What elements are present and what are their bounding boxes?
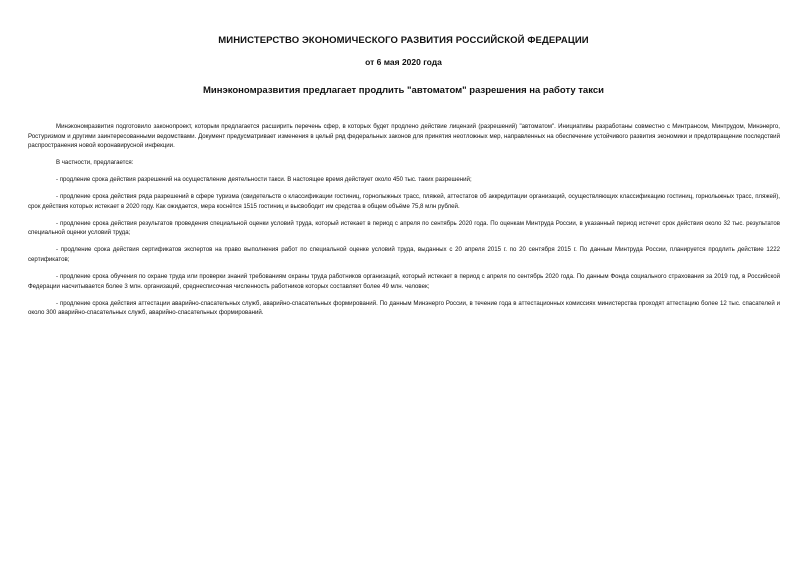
proposal-taxi: - продление срока действия разрешений на осуществление деятельности такси. В настоящее время действует около 450 тыс. таких разрешений;	[56, 176, 472, 184]
proposal-labor-assessment: - продление срока действия результатов проведения специальной оценки условий труда, который истекает в период с апреля по сентябрь 2020 года. По оценкам Минтруда России, в указанный период истечет срок действия около 32 тыс. результатов специальной оценки условий труда;	[28, 219, 780, 237]
document-headline: Минэкономразвития предлагает продлить "автоматом" разрешения на работу такси	[203, 85, 604, 96]
proposal-labor-safety-training: - продление срока обучения по охране труда или проверки знаний требованиям охраны труда работников организаций, который истекает в период с апреля по сентябрь 2020 года. По данным Фонда социального страхования за 2019 год, в Российской Федерации насчитывается более 3 млн. организаций, среднесписочная численность работников которых составляет более 49 млн. человек;	[28, 273, 780, 290]
proposal-expert-certificates: - продление срока действия сертификатов экспертов на право выполнения работ по специальной оценке условий труда, выданных с 20 апреля 2015 г. по 20 сентября 2015 г. По данным Минтруда России, планируется продлить действие 1222 сертификатов;	[28, 246, 780, 263]
document-date: от 6 мая 2020 года	[365, 57, 442, 67]
proposal-tourism: - продление срока действия ряда разрешений в сфере туризма (свидетельств о классификации гостиниц, горнолыжных трасс, пляжей, аттестатов об аккредитации организаций, осуществляющих классификацию гостиниц, горнолыжных трасс, пляжей), срок действия которых истекает в 2020 году. Как ожидается, мера коснётся 1515 гостиниц и высвободит им средства в общем объёме 75,8 млн рублей.	[28, 193, 780, 210]
intro-paragraph: Минэкономразвития подготовило законопроект, которым предлагается расширить перечень сфер, в которых будет продлено действие лицензий (разрешений) "автоматом". Инициативы разработаны совместно с Минтрансом, Минтрудом, Минэнерго, Ростуризмом и другими заинтересованными ведомствами. Документ предусматривает изменения в целый ряд федеральных законов для принятия неотложных мер, направленных на обеспечение устойчивого развития экономики и предотвращение последствий распространения новой коронавирусной инфекции.	[28, 123, 780, 149]
proposal-rescue-attestation: - продление срока действия аттестации аварийно-спасательных служб, аварийно-спасательных формирований. По данным Минэнерго России, в течение года в аттестационных комиссиях министерства проходят аттестацию более 12 тыс. спасателей и около 300 аварийно-спасательных служб, аварийно-спасательных формирований.	[28, 299, 780, 317]
ministry-title: МИНИСТЕРСТВО ЭКОНОМИЧЕСКОГО РАЗВИТИЯ РОССИЙСКОЙ ФЕДЕРАЦИИ	[218, 35, 589, 46]
proposals-lead: В частности, предлагается:	[56, 159, 134, 167]
document-body	[28, 122, 780, 325]
